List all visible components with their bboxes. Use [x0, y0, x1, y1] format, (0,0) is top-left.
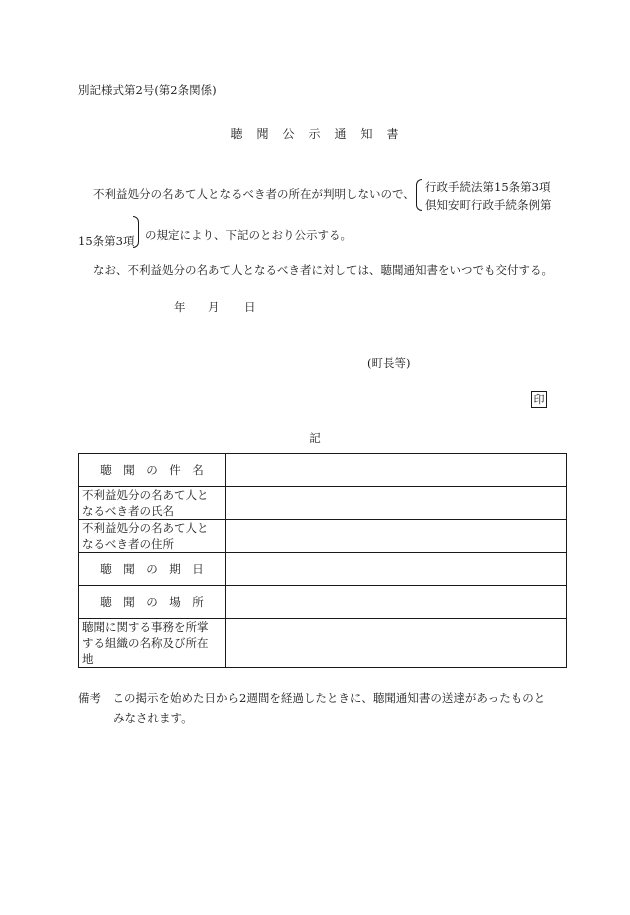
hearing-info-table — [78, 453, 567, 668]
row-label-line: 不利益処分の名あて人と — [82, 521, 209, 535]
row-label-line: 聴聞に関する事務を所掌 — [82, 620, 209, 634]
row-label-hearing-date: 聴 聞 の 期 日 — [79, 553, 226, 586]
row-value-hearing-date[interactable] — [226, 553, 567, 586]
table-row — [79, 586, 567, 619]
row-label-line: 地 — [82, 652, 94, 666]
row-label-line: する組織の名称及び所在 — [82, 636, 209, 650]
note-line-1: 備考 この掲示を始めた日から2週間を経過したときに、聴聞通知書の送達があったものと — [78, 691, 546, 705]
row-value-recipient-name[interactable] — [226, 487, 567, 520]
row-value-case-name[interactable] — [226, 454, 567, 487]
paragraph-2: なお、不利益処分の名あて人となるべき者に対しては、聴聞通知書をいつでも交付する。 — [93, 263, 553, 277]
row-label-recipient-name — [79, 487, 226, 520]
record-heading: 記 — [309, 431, 321, 445]
row-label-line: なるべき者の住所 — [82, 537, 174, 551]
row-value-recipient-address[interactable] — [226, 520, 567, 553]
row-label-line: 不利益処分の名あて人と — [82, 488, 209, 502]
form-id: 別記様式第2号(第2条関係) — [78, 83, 217, 97]
signer-mayor: (町長等) — [367, 356, 411, 370]
paragraph-1-cont-b: の規定により、下記のとおり公示する。 — [145, 228, 352, 242]
row-label-hearing-place: 聴 聞 の 場 所 — [79, 586, 226, 619]
row-label-case-name: 聴 聞 の 件 名 — [79, 454, 226, 487]
paragraph-1-cont-a: 15条第3項 — [78, 234, 135, 248]
law-option-1: 行政手続法第15条第3項 — [425, 180, 551, 194]
date-year-label: 年 — [174, 300, 186, 314]
table-row — [79, 520, 567, 553]
table-row — [79, 487, 567, 520]
paragraph-1-start: 不利益処分の名あて人となるべき者の所在が判明しないので、 — [93, 187, 415, 201]
row-value-hearing-place[interactable] — [226, 586, 567, 619]
document-title: 聴 聞 公 示 通 知 書 — [230, 127, 400, 141]
table-row — [79, 553, 567, 586]
row-label-recipient-address — [79, 520, 226, 553]
seal-mark: 印 — [531, 391, 547, 408]
row-label-organization — [79, 619, 226, 668]
note-line-2: みなされます。 — [113, 711, 193, 725]
table-row — [79, 619, 567, 668]
row-label-line: なるべき者の氏名 — [82, 504, 174, 518]
date-month-label: 月 — [208, 300, 220, 314]
row-value-organization[interactable] — [226, 619, 567, 668]
date-day-label: 日 — [244, 300, 256, 314]
table-row — [79, 454, 567, 487]
left-brace — [416, 179, 422, 211]
law-option-2: 倶知安町行政手続条例第 — [425, 198, 552, 212]
